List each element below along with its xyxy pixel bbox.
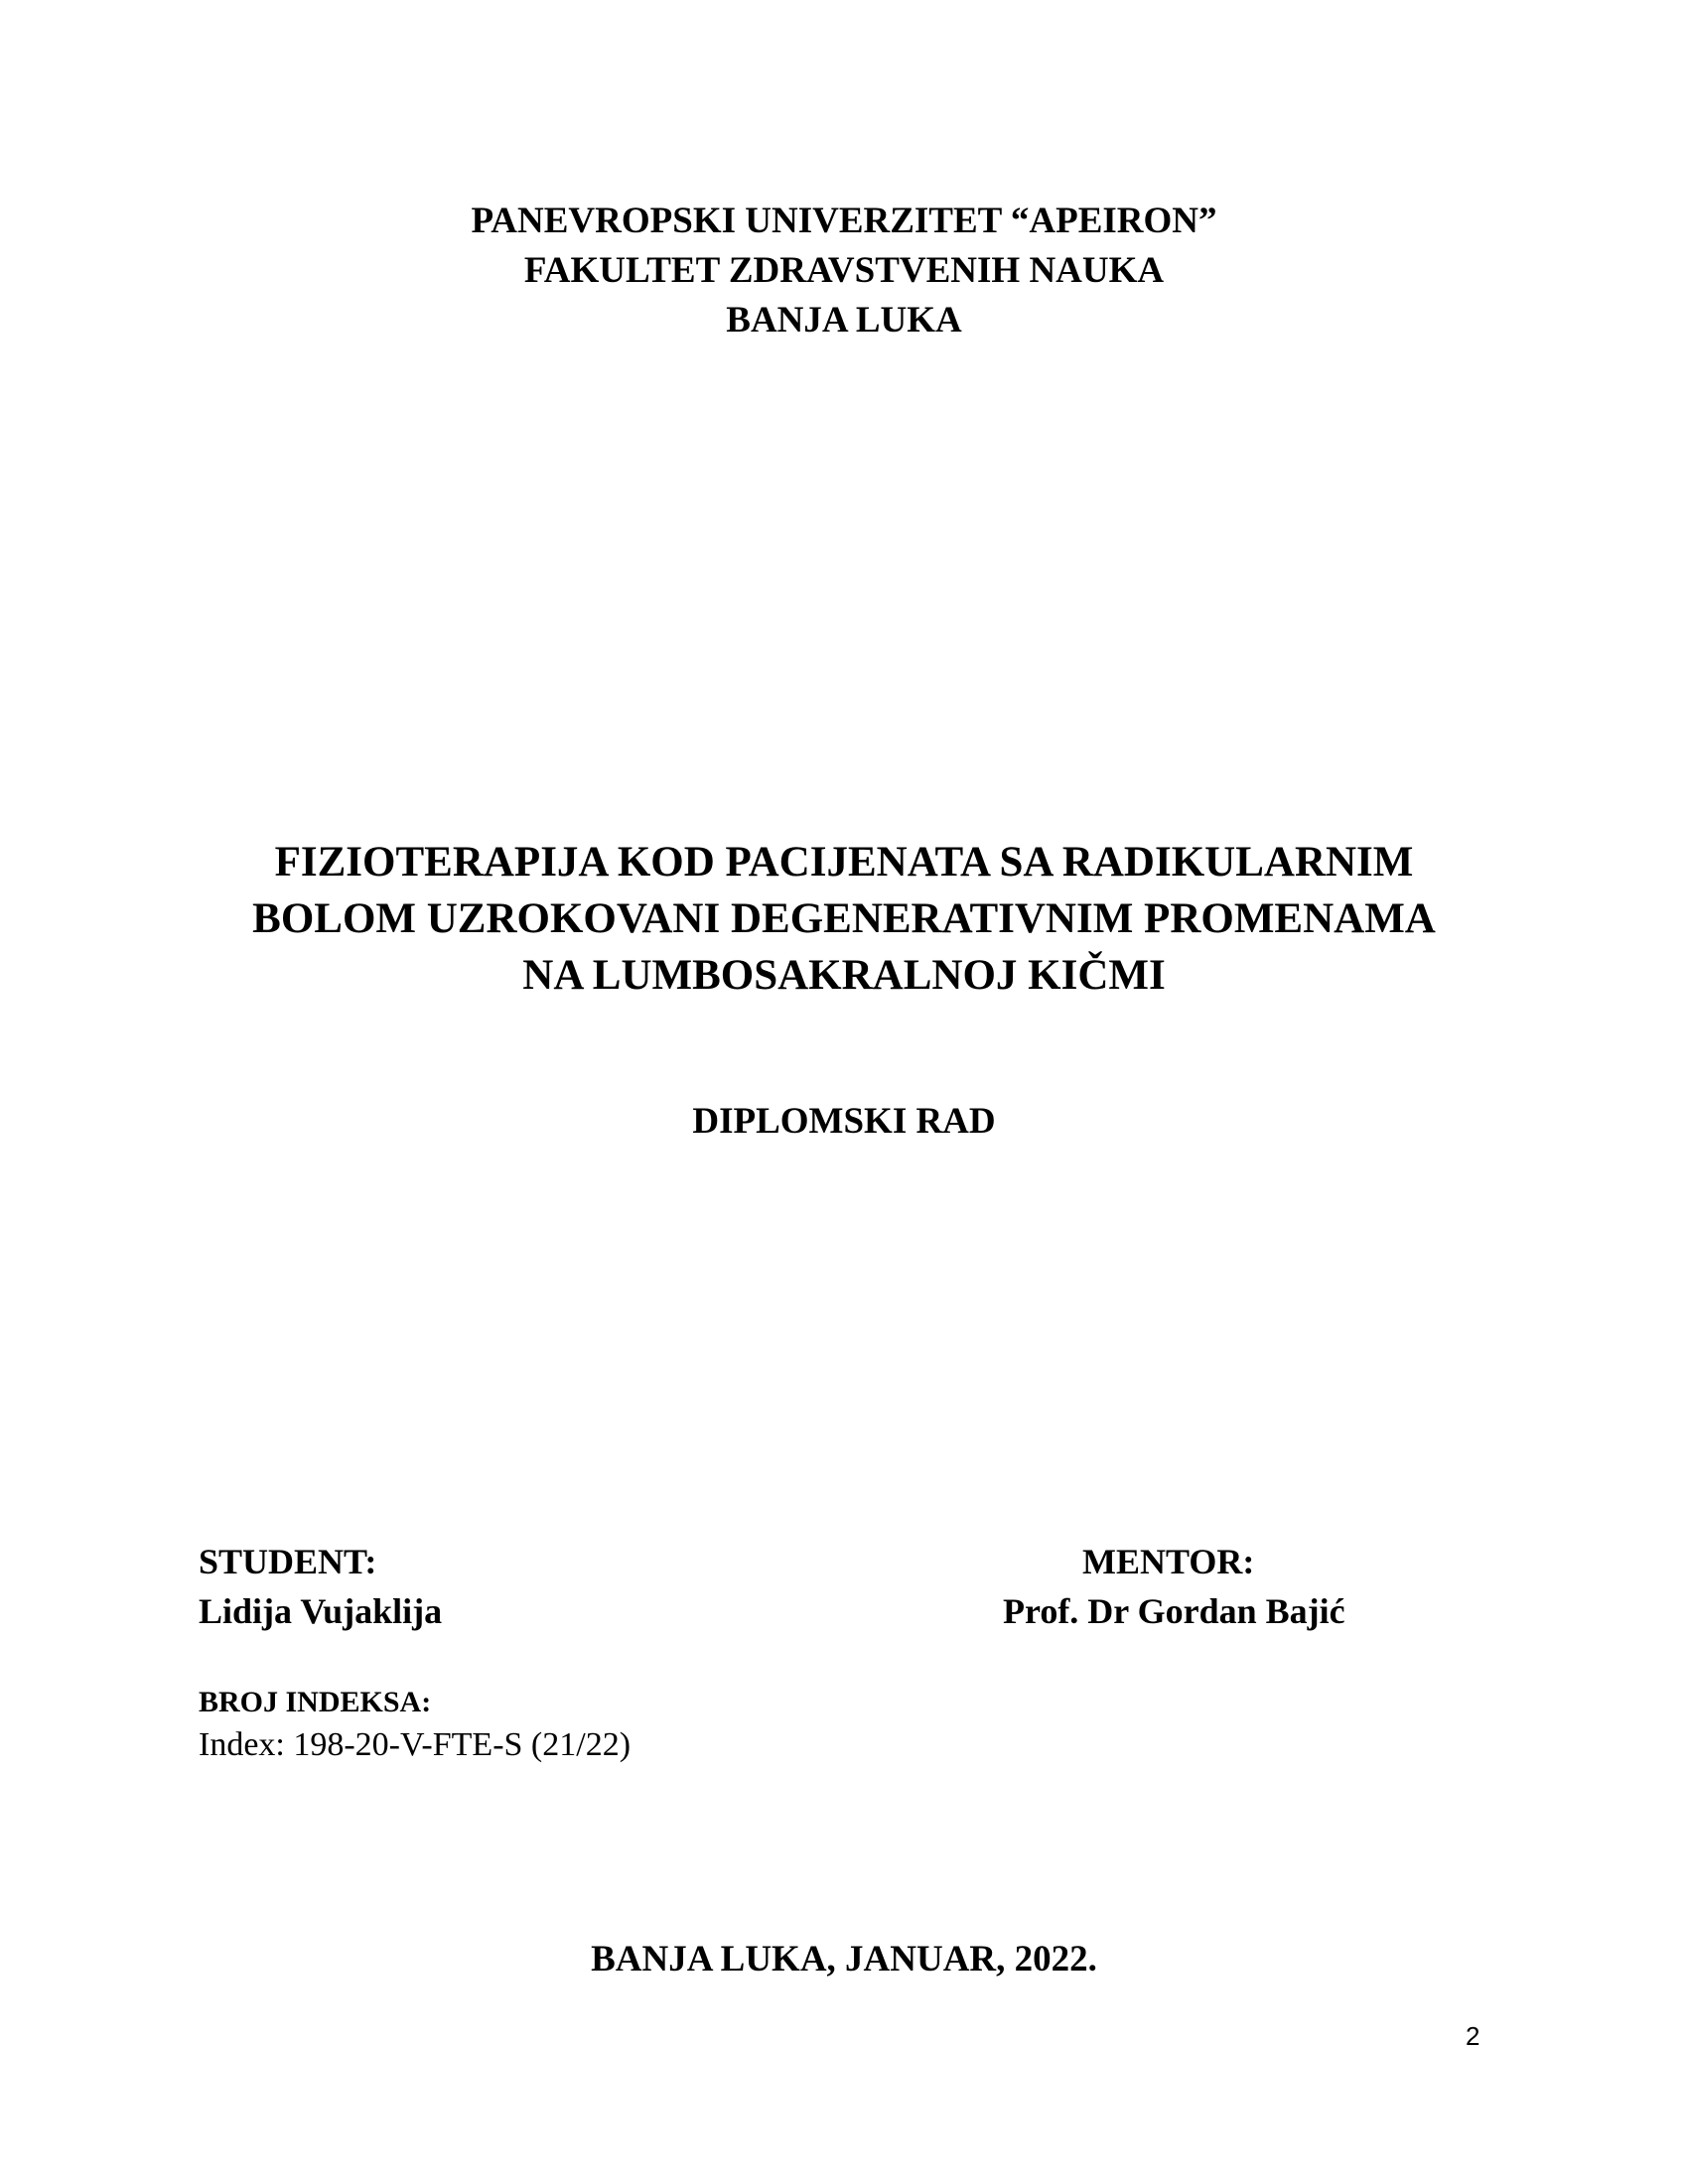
thesis-title-line-1: FIZIOTERAPIJA KOD PACIJENATA SA RADIKULARNIM	[274, 839, 1414, 886]
mentor-label: MENTOR:	[1082, 1542, 1255, 1581]
university-header	[0, 197, 1688, 345]
thesis-title-line-2: BOLOM UZROKOVANI DEGENERATIVNIM PROMENAMA	[252, 895, 1436, 942]
index-block	[199, 1683, 631, 1768]
student-name: Lidija Vujaklija	[199, 1591, 443, 1631]
faculty-name: FAKULTET ZDRAVSTVENIH NAUKA	[523, 250, 1165, 291]
student-block	[199, 1537, 442, 1636]
mentor-block	[1003, 1537, 1345, 1636]
header-city: BANJA LUKA	[726, 300, 962, 341]
index-value: Index: 198-20-V-FTE-S (21/22)	[199, 1726, 632, 1763]
index-label: BROJ INDEKSA:	[199, 1686, 432, 1718]
thesis-title-line-3: NA LUMBOSAKRALNOJ KIČMI	[522, 952, 1166, 999]
mentor-name: Prof. Dr Gordan Bajić	[1003, 1591, 1345, 1631]
university-name: PANEVROPSKI UNIVERZITET “APEIRON”	[471, 201, 1217, 241]
thesis-type: DIPLOMSKI RAD	[692, 1101, 996, 1142]
thesis-title	[0, 834, 1688, 1004]
student-label: STUDENT:	[199, 1542, 377, 1581]
page-number: 2	[1466, 2021, 1480, 2051]
place-and-date: BANJA LUKA, JANUAR, 2022.	[591, 1939, 1097, 1979]
